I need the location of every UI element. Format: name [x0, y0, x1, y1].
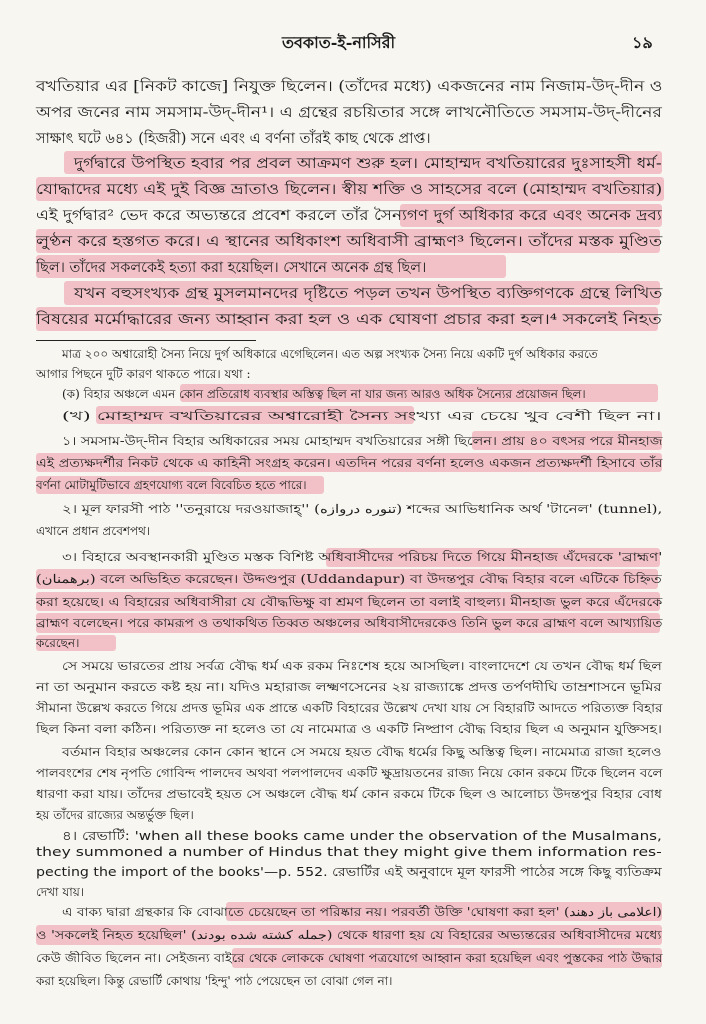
body-line: লুণ্ঠন করে হস্তগত করে। এ স্থানের অধিকাংশ অধিবাসী ব্রাহ্মণ³ ছিলেন। তাঁদের মস্তক মুণ্ডিত [36, 234, 663, 250]
footnote-line: হয় তাঁদের রাজ্যের অন্তর্ভুক্ত ছিল। [36, 808, 194, 822]
body-line: সাক্ষাৎ ঘটে ৬৪১ (হিজরী) সনে এবং এ বর্ণনা তাঁরই কাছ থেকে প্রাপ্ত। [36, 131, 431, 147]
footnote-line: দেখা যায়। [36, 885, 85, 899]
footnote-line: করেছেন। [36, 636, 80, 650]
page-number: ১৯ [632, 33, 653, 52]
body-line: বখতিয়ার এর [নিকট কাজে] নিযুক্ত ছিলেন। (তাঁদের মধ্যে) একজনের নাম নিজাম-উদ্-দীন ও [36, 79, 663, 95]
footnote-line: মাত্র ২০০ অশ্বারোহী সৈন্য নিয়ে দুর্গ অধিকারে এগেছিলেন। এত অল্প সংখ্যক সৈন্য নিয়ে একটি দুর্গ অধিকার করতে [62, 347, 598, 361]
footnote-line: (খ) মোহাম্মদ বখতিয়ারের অশ্বারোহী সৈন্য সংখ্যা এর চেয়ে খুব বেশী ছিল না। [62, 409, 662, 423]
footnote-line: আগার পিছনে দুটি কারণ থাকতে পারে। যথা : [36, 367, 251, 381]
footnote-line: এ বাক্য দ্বারা গ্রন্থকার কি বোঝাতে চেয়েছেন তা পরিষ্কার নয়। পরবর্তী উক্তি 'ঘোষণা করা হল' (اعلامی باز دهند) [62, 905, 662, 919]
footnote-line: they summoned a number of Hindus that they might give them information res- [36, 844, 662, 859]
footnote-line: করা হয়েছে। এ বিহারের অধিবাসীরা যে বৌদ্ধভিক্ষু বা শ্রমণ ছিলেন তা বলাই বাহুল্য। মীনহাজ ভুল করে এঁদেরকে [36, 595, 663, 609]
footnote-line: (برهمنان) বলে অভিহিত করেছেন। উদ্দণ্ডপুর (Uddandapur) বা উদন্তপুর বৌদ্ধ বিহার বলে এটিকে চিহ্নিত [36, 572, 662, 586]
body-line: ছিল। তাঁদের সকলকেই হত্যা করা হয়েছিল। সেখানে অনেক গ্রন্থ ছিল। [36, 260, 427, 276]
page-title: তবকাত-ই-নাসিরী [282, 33, 396, 52]
footnote-line: ছিল কিনা বলা কঠিন। পরিত্যক্ত না হলেও তা যে নামেমাত্র ও একটি নিষ্প্রাণ বৌদ্ধ বিহার ছিল এ অনুমান যুক্তিসহ। [36, 722, 662, 736]
footnote-line: ৩। বিহারে অবস্থানকারী মুণ্ডিত মস্তক বিশিষ্ট অধিবাসীদের পরিচয় দিতে গিয়ে মীনহাজ এঁদেরকে 'ব্রাহ্মণ' [62, 550, 663, 564]
body-line: এই দুর্গদ্বার² ভেদ করে অভ্যন্তরে প্রবেশ করলে তাঁর সৈন্যগণ দুর্গ অধিকার করে এবং অনেক দ্রব্য [36, 208, 662, 224]
footnote-line: ধারণা করা যায়। তাঁদের প্রভাবেই হয়ত সে অঞ্চলে বৌদ্ধ ধর্ম কোন রকমে টিকে ছিল ও আলোচ্য উদন্তপুর বিহার বোধ [36, 787, 662, 801]
body-line: অপর জনের নাম সমসাম-উদ্-দীন¹। এ গ্রন্থের রচয়িতার সঙ্গে লাখনৌতিতে সমসাম-উদ্-দীনের [36, 105, 662, 121]
footnote-line: সীমানা উল্লেখ করতে গিয়ে প্রদত্ত ভূমির এক প্রান্তে একটি বিহারের উল্লেখ দেখা যায় সে বিহারটি আদতে পরিত্যক্ত বিহার [36, 701, 663, 715]
footnote-line: এই প্রত্যক্ষদর্শীর নিকট থেকে এ কাহিনী সংগ্রহ করেন। এতদিন পরের বর্ণনা হলেও একজন প্রত্যক্ষদর্শী হিসাবে তাঁর [36, 456, 663, 470]
footnote-line: এখানে প্রধান প্রবেশপথ। [36, 524, 151, 538]
body-line: বিষয়ের মর্মোদ্ধারের জন্য আহ্বান করা হল ও এক ঘোষণা প্রচার করা হল।⁴ সকলেই নিহত [36, 312, 662, 328]
footnote-line: কেউ জীবিত ছিলেন না। সেইজন্য বাইরে থেকে লোককে ঘোষণা পত্রযোগে আহ্বান করা হয়েছিল এবং পুস্তকের পাঠ উদ্ধার [36, 951, 663, 965]
footnote-line: ও 'সকলেই নিহত হয়েছিল' (جمله کشته شده بودند) থেকে ধারণা হয় যে বিহারের অভ্যন্তরের অধিবাসীদের মধ্যে [36, 928, 662, 942]
footnote-line: করা হয়েছিল। কিন্তু রেভার্টি কোথায় 'হিন্দু' পাঠ পেয়েছেন তা বোঝা গেল না। [36, 974, 393, 988]
footnote-line: pecting the import of the books'—p. 552. রেভার্টির এই অনুবাদে মূল ফারসী পাঠের সঙ্গে কিছু ব্যতিক্রম [36, 864, 662, 879]
footnote-line: ব্রাহ্মণ বলেছেন। পরে কামরূপ ও তথাকথিত তিব্বত অঞ্চলের অধিবাসীদেরকেও তিনি ভুল করে ব্রাহ্মণ বলে আখ্যায়িত [36, 616, 663, 630]
footnote-line: বর্ণনা মোটামুটিভাবে গ্রহণযোগ্য বলে বিবেচিত হতে পারে। [36, 478, 307, 492]
footnote-line: বর্তমান বিহার অঞ্চলের কোন কোন স্থানে সে সময়ে হয়ত বৌদ্ধ ধর্মের কিছু অস্তিত্ব ছিল। নামেমাত্র রাজা হলেও [62, 745, 662, 759]
footnote-line: ৪। রেভার্টি: 'when all these books came under the observation of the Musalmans, [62, 828, 662, 843]
footnote-separator [36, 340, 256, 341]
footnote-line: ২। মূল ফারসী পাঠ ''তনুরায়ে দরওয়াজাহ্'' (تنوره دروازه) শব্দের আভিধানিক অর্থ 'টানেল' (tunnel), [62, 502, 663, 516]
body-line: যখন বহুসংখ্যক গ্রন্থ মুসলমানদের দৃষ্টিতে পড়ল তখন উপস্থিত ব্যক্তিগণকে গ্রন্থে লিখিত [74, 286, 663, 302]
footnote-line: ১। সমসাম-উদ্-দীন বিহার অধিকারের সময় মোহাম্মদ বখতিয়ারের সঙ্গী ছিলেন। প্রায় ৪০ বৎসর পরে মীনহাজ [62, 434, 663, 448]
body-line: যোদ্ধাদের মধ্যে এই দুই বিজ্ঞ ভ্রাতাও ছিলেন। স্বীয় শক্তি ও সাহসের বলে (মোহাম্মদ বখতিয়ার) [36, 182, 663, 198]
footnote-line: সে সময়ে ভারতের প্রায় সর্বত্র বৌদ্ধ ধর্ম এক রকম নিঃশেষ হয়ে আসছিল। বাংলাদেশে যে তখন বৌদ্ধ ধর্ম ছিল [62, 659, 662, 673]
footnote-line: না তা অনুমান করতে কষ্ট হয় না। যদিও মহারাজ লক্ষ্মণসেনের ২য় রাজ্যাঙ্কে প্রদত্ত তর্পণদীঘি তাম্রশাসনে ভূমির [36, 680, 662, 694]
footnote-line: (ক) বিহার অঞ্চলে এমন কোন প্রতিরোধ ব্যবস্থার অস্তিত্ব ছিল না যার জন্য আরও অধিক সৈন্যের প্রয়োজন ছিল। [62, 387, 586, 401]
body-line: দুর্গদ্বারে উপস্থিত হবার পর প্রবল আক্রমণ শুরু হল। মোহাম্মদ বখতিয়ারের দুঃসাহসী ধর্ম- [74, 156, 662, 172]
footnote-line: পালবংশের শেষ নৃপতি গোবিন্দ পালদেব অথবা পলপালদেব একটি ক্ষুদ্রায়তনের রাজ্য নিয়ে কোন রকমে টিকে ছিলেন বলে [36, 766, 663, 780]
